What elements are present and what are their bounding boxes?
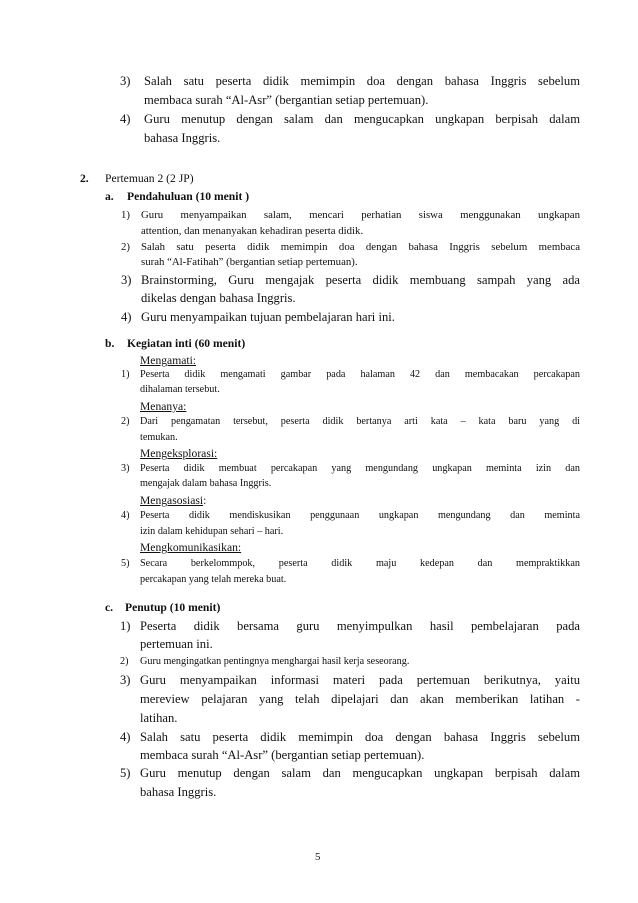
step-1-number: 1)	[121, 369, 130, 380]
step-3-text: Peserta didik membuat percakapan yang mengundang ungkapan meminta izin dan	[140, 463, 580, 474]
top-item-4-text: Guru menutup dengan salam dan mengucapkan ungkapan berpisah dalam	[144, 112, 580, 126]
page-number: 5	[315, 851, 321, 863]
section-c-item-2-text: Guru mengingatkan pentingnya menghargai hasil kerja seseorang.	[140, 656, 410, 667]
section-c-item-3-text-cont: mereview pelajaran yang telah dipelajari dan akan memberikan latihan -	[140, 692, 580, 706]
step-4-text-cont: izin dalam kehidupan sehari – hari.	[140, 526, 284, 537]
section-c-item-1-text: Peserta didik bersama guru menyimpulkan hasil pembelajaran pada	[140, 619, 580, 633]
section-c-item-5-number: 5)	[120, 766, 131, 780]
section-a-item-1-text-cont: attention, dan menanyakan kehadiran peserta didik.	[141, 225, 364, 237]
top-item-3-text-cont: membaca surah “Al-Asr” (bergantian setiap pertemuan).	[144, 93, 429, 107]
meeting-title: Pertemuan 2 (2 JP)	[105, 172, 194, 185]
top-item-3-text: Salah satu peserta didik memimpin doa dengan bahasa Inggris sebelum	[144, 74, 580, 88]
step-2-text: Dari pengamatan tersebut, peserta didik bertanya arti kata – kata baru yang di	[140, 416, 580, 427]
section-c-item-3-text-cont-2: latihan.	[140, 711, 178, 725]
section-a-item-3-text: Brainstorming, Guru mengajak peserta didik membuang sampah yang ada	[141, 273, 580, 287]
meeting-number: 2.	[80, 172, 89, 185]
section-c-item-5-text: Guru menutup dengan salam dan mengucapkan ungkapan berpisah dalam	[140, 766, 580, 780]
section-b-label: b.	[105, 337, 115, 350]
step-2-text-cont: temukan.	[140, 432, 178, 443]
step-3-heading: Mengeksplorasi:	[140, 447, 218, 460]
section-c-item-3-text: Guru menyampaikan informasi materi pada pertemuan berikutnya, yaitu	[140, 673, 580, 687]
step-5-number: 5)	[121, 558, 130, 569]
step-5-text-cont: percakapan yang telah mereka buat.	[140, 574, 287, 585]
step-5-heading: Mengkomunikasikan:	[140, 541, 242, 554]
step-5-text: Secara berkelommpok, peserta didik maju kedepan dan mempraktikkan	[140, 558, 580, 569]
step-4-heading-wrap	[140, 494, 206, 507]
section-c-item-4-text-cont: membaca surah “Al-Asr” (bergantian setiap pertemuan).	[140, 748, 425, 762]
step-1-heading: Mengamati:	[140, 354, 197, 367]
section-a-item-3-number: 3)	[121, 273, 132, 287]
top-item-3-number: 3)	[120, 74, 131, 88]
step-2-number: 2)	[121, 416, 130, 427]
section-c-item-1-text-cont: pertemuan ini.	[140, 637, 213, 651]
step-4-heading: Mengasosiasi	[140, 494, 204, 507]
section-a-item-4-text: Guru menyampaikan tujuan pembelajaran hari ini.	[141, 310, 395, 324]
section-a-item-3-text-cont: dikelas dengan bahasa Inggris.	[141, 291, 296, 305]
step-1-text: Peserta didik mengamati gambar pada halaman 42 dan membacakan percakapan	[140, 369, 580, 380]
section-a-item-1-text: Guru menyampaikan salam, mencari perhatian siswa menggunakan ungkapan	[141, 209, 580, 221]
step-3-number: 3)	[121, 463, 130, 474]
section-c-item-5-text-cont: bahasa Inggris.	[140, 785, 217, 799]
section-c-item-3-number: 3)	[120, 673, 131, 687]
section-c-title: Penutup (10 menit)	[125, 601, 221, 614]
section-a-label: a.	[105, 190, 114, 203]
step-4-number: 4)	[121, 510, 130, 521]
section-c-item-2-number: 2)	[120, 656, 129, 667]
section-c-label: c.	[105, 601, 114, 614]
step-1-text-cont: dihalaman tersebut.	[140, 384, 220, 395]
top-item-4-text-cont: bahasa Inggris.	[144, 131, 221, 145]
section-c-item-1-number: 1)	[120, 619, 131, 633]
step-2-heading: Menanya:	[140, 400, 187, 413]
section-c-item-4-text: Salah satu peserta didik memimpin doa dengan bahasa Inggris sebelum	[140, 730, 580, 744]
step-3-text-cont: mengajak dalam bahasa Inggris.	[140, 478, 272, 489]
top-item-4-number: 4)	[120, 112, 131, 126]
section-a-item-2-number: 2)	[121, 241, 130, 253]
section-c-item-4-number: 4)	[120, 730, 131, 744]
section-a-item-1-number: 1)	[121, 209, 130, 221]
section-a-item-2-text-cont: surah “Al-Fatihah” (bergantian setiap pertemuan).	[141, 256, 358, 268]
step-4-text: Peserta didik mendiskusikan penggunaan ungkapan mengundang dan meminta	[140, 510, 580, 521]
step-4-heading-colon: :	[203, 494, 207, 507]
section-a-title: Pendahuluan (10 menit )	[127, 190, 250, 203]
section-a-item-4-number: 4)	[121, 310, 132, 324]
section-b-title: Kegiatan inti (60 menit)	[127, 337, 246, 350]
section-a-item-2-text: Salah satu peserta didik memimpin doa dengan bahasa Inggris sebelum membaca	[141, 241, 580, 253]
